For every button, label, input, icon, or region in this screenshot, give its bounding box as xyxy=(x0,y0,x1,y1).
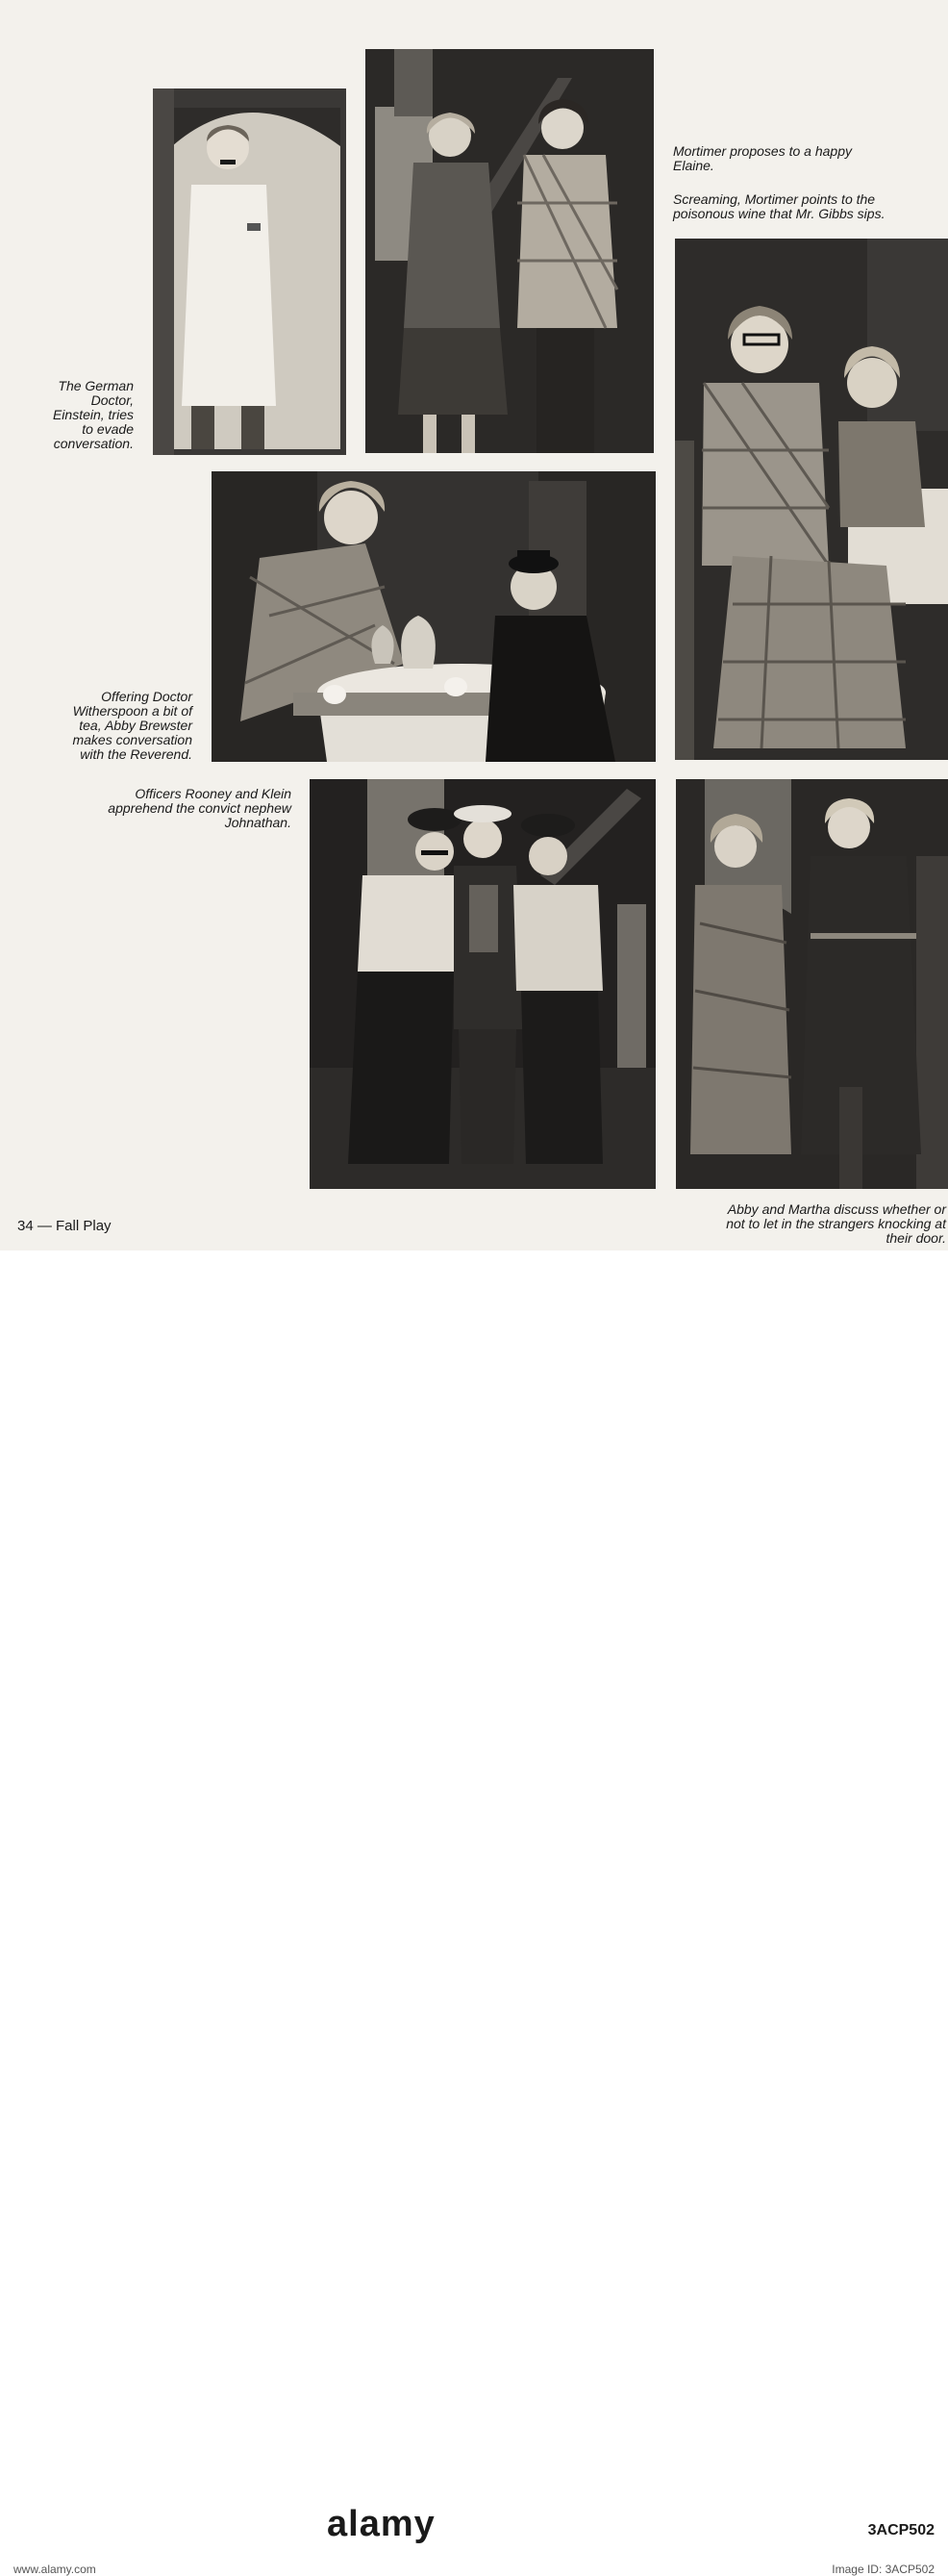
caption-einstein xyxy=(19,379,134,451)
caption-line: conversation. xyxy=(53,436,134,451)
caption-tea xyxy=(19,690,192,762)
photo-tea xyxy=(212,471,656,762)
photo-abby-martha-image xyxy=(676,779,948,1189)
caption-line: not to let in the strangers knocking at xyxy=(726,1216,946,1231)
caption-proposal xyxy=(673,144,942,173)
caption-line: makes conversation xyxy=(72,732,192,747)
watermark-image-id-label: Image ID: 3ACP502 xyxy=(832,2563,935,2576)
caption-line: Witherspoon a bit of xyxy=(72,703,192,719)
watermark-site: www.alamy.com xyxy=(13,2563,96,2576)
caption-line: Screaming, Mortimer points to the xyxy=(673,191,876,207)
photo-abby-martha xyxy=(676,779,948,1189)
caption-line: Officers Rooney and Klein xyxy=(135,786,291,801)
caption-officers xyxy=(58,787,291,830)
photo-officers xyxy=(310,779,656,1189)
caption-wine xyxy=(673,192,946,221)
caption-line: Johnathan. xyxy=(224,815,291,830)
caption-line: to evade xyxy=(82,421,134,437)
caption-line: Einstein, tries xyxy=(52,407,134,422)
watermark-band xyxy=(0,1250,948,2576)
caption-line: Doctor, xyxy=(90,392,134,408)
photo-wine xyxy=(675,239,948,760)
bleed-through-text xyxy=(260,19,268,57)
caption-line: Offering Doctor xyxy=(101,689,192,704)
photo-wine-image xyxy=(675,239,948,760)
photo-proposal xyxy=(365,49,654,453)
watermark-logo: alamy xyxy=(327,2504,436,2544)
caption-line: poisonous wine that Mr. Gibbs sips. xyxy=(673,206,886,221)
watermark-image-id: 3ACP502 xyxy=(867,2522,935,2538)
caption-line: their door. xyxy=(886,1230,946,1246)
caption-line: The German xyxy=(58,378,134,393)
caption-abby-martha xyxy=(663,1202,946,1246)
caption-line: with the Reverend. xyxy=(80,746,192,762)
caption-line: Mortimer proposes to a happy xyxy=(673,143,852,159)
caption-line: tea, Abby Brewster xyxy=(79,718,192,733)
photo-proposal-image xyxy=(365,49,654,453)
photo-einstein-image xyxy=(153,88,346,455)
yearbook-page xyxy=(0,0,948,1250)
caption-line: apprehend the convict nephew xyxy=(108,800,291,816)
caption-line: Elaine. xyxy=(673,158,714,173)
photo-officers-image xyxy=(310,779,656,1189)
caption-line: Abby and Martha discuss whether or xyxy=(727,1201,946,1217)
photo-tea-image xyxy=(212,471,656,762)
page-folio: 34 — Fall Play xyxy=(17,1218,112,1234)
photo-einstein xyxy=(153,88,346,455)
